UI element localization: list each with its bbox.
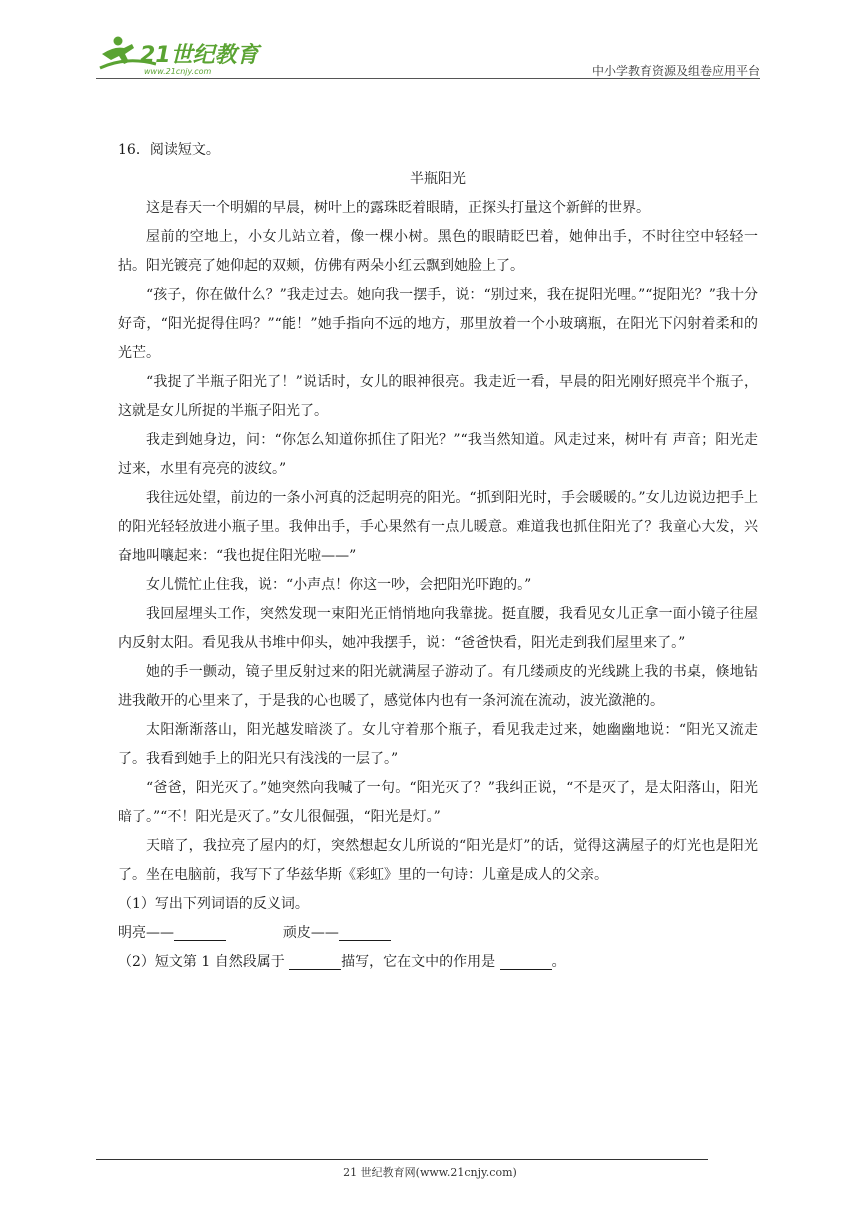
platform-slogan: 中小学教育资源及组卷应用平台 [591,64,760,78]
question-number-title: 16．阅读短文。 [118,142,220,158]
paragraph: 天暗了，我拉亮了屋内的灯，突然想起女儿所说的“阳光是灯”的话，觉得这满屋子的灯光也是阳光了。坐在电脑前，我写下了华兹华斯《彩虹》里的一句诗：儿童是成人的父亲。 [118,838,758,883]
antonym-item-1: 明亮—— [118,925,174,941]
answer-blank-2[interactable] [339,924,391,941]
svg-text:21世纪教育: 21世纪教育 [140,43,259,68]
paragraph: 女儿慌忙止住我，说：“小声点！你这一吵，会把阳光吓跑的。” [146,577,532,593]
answer-blank-4[interactable] [500,953,552,970]
sub-question-2-part2: 描写，它在文中的作用是 [341,954,500,970]
antonym-item-2: 顽皮—— [282,925,339,941]
brand-logo [96,32,276,78]
sub-question-1-items [118,919,758,948]
sub-question-1-prompt: （1）写出下列词语的反义词。 [118,896,309,912]
paragraph: 我回屋埋头工作，突然发现一束阳光正悄悄地向我靠拢。挺直腰，我看见女儿正拿一面小镜子往屋内反射太阳。看见我从书堆中仰头，她冲我摆手，说：“爸爸快看，阳光走到我们屋里来了。” [118,606,758,651]
paragraph: 她的手一颤动，镜子里反射过来的阳光就满屋子游动了。有几缕顽皮的光线跳上我的书桌，倏地钻进我敞开的心里来了，于是我的心也暖了，感觉体内也有一条河流在流动，波光潋滟的。 [118,664,758,709]
paragraph: 我走到她身边，问：“你怎么知道你抓住了阳光？”“我当然知道。风走过来，树叶有 声音；阳光走过来，水里有亮亮的波纹。” [118,432,758,477]
sub-question-2-part1: （2）短文第 1 自然段属于 [118,954,290,970]
paragraph: “爸爸，阳光灭了。”她突然向我喊了一句。“阳光灭了？”我纠正说，“不是灭了，是太阳落山，阳光暗了。”“不！阳光是灭了。”女儿很倔强，“阳光是灯。” [118,780,758,825]
paragraph: 太阳渐渐落山，阳光越发暗淡了。女儿守着那个瓶子，看见我走过来，她幽幽地说：“阳光又流走了。我看到她手上的阳光只有浅浅的一层了。” [118,722,758,767]
paragraph: 我往远处望，前边的一条小河真的泛起明亮的阳光。“抓到阳光时，手会暖暖的。”女儿边说边把手上的阳光轻轻放进小瓶子里。我伸出手，手心果然有一点儿暖意。难道我也抓住阳光了？我童心大发，兴奋地叫嚷起来：“我也捉住阳光啦——” [118,490,758,564]
paragraph: “孩子，你在做什么？”我走过去。她向我一摆手，说：“别过来，我在捉阳光哩。”“捉阳光？”我十分好奇，“阳光捉得住吗？”“能！”她手指向不远的地方，那里放着一个小玻璃瓶，在阳光下闪射着柔和的光芒。 [118,287,758,361]
paragraph: 屋前的空地上，小女儿站立着，像一棵小树。黑色的眼睛眨巴着，她伸出手，不时往空中轻轻一拈。阳光镀亮了她仰起的双颊，仿佛有两朵小红云飘到她脸上了。 [118,229,758,274]
sub-question-2-part3: 。 [551,954,566,970]
question-content [118,136,758,977]
page-footer: 21 世纪教育网(www.21cnjy.com) [343,1166,517,1179]
paragraph: “我捉了半瓶子阳光了！”说话时，女儿的眼神很亮。我走近一看，早晨的阳光刚好照亮半个瓶子，这就是女儿所捉的半瓶子阳光了。 [118,374,758,419]
header-divider [96,78,760,79]
answer-blank-1[interactable] [174,924,226,941]
svg-text:www.21cnjy.com: www.21cnjy.com [144,67,212,76]
story-title: 半瓶阳光 [410,171,466,187]
footer-divider [96,1159,708,1160]
answer-blank-3[interactable] [289,953,341,970]
paragraph: 这是春天一个明媚的早晨，树叶上的露珠眨着眼睛，正探头打量这个新鲜的世界。 [146,200,650,216]
sub-question-2 [118,948,758,977]
page-header [96,32,760,80]
